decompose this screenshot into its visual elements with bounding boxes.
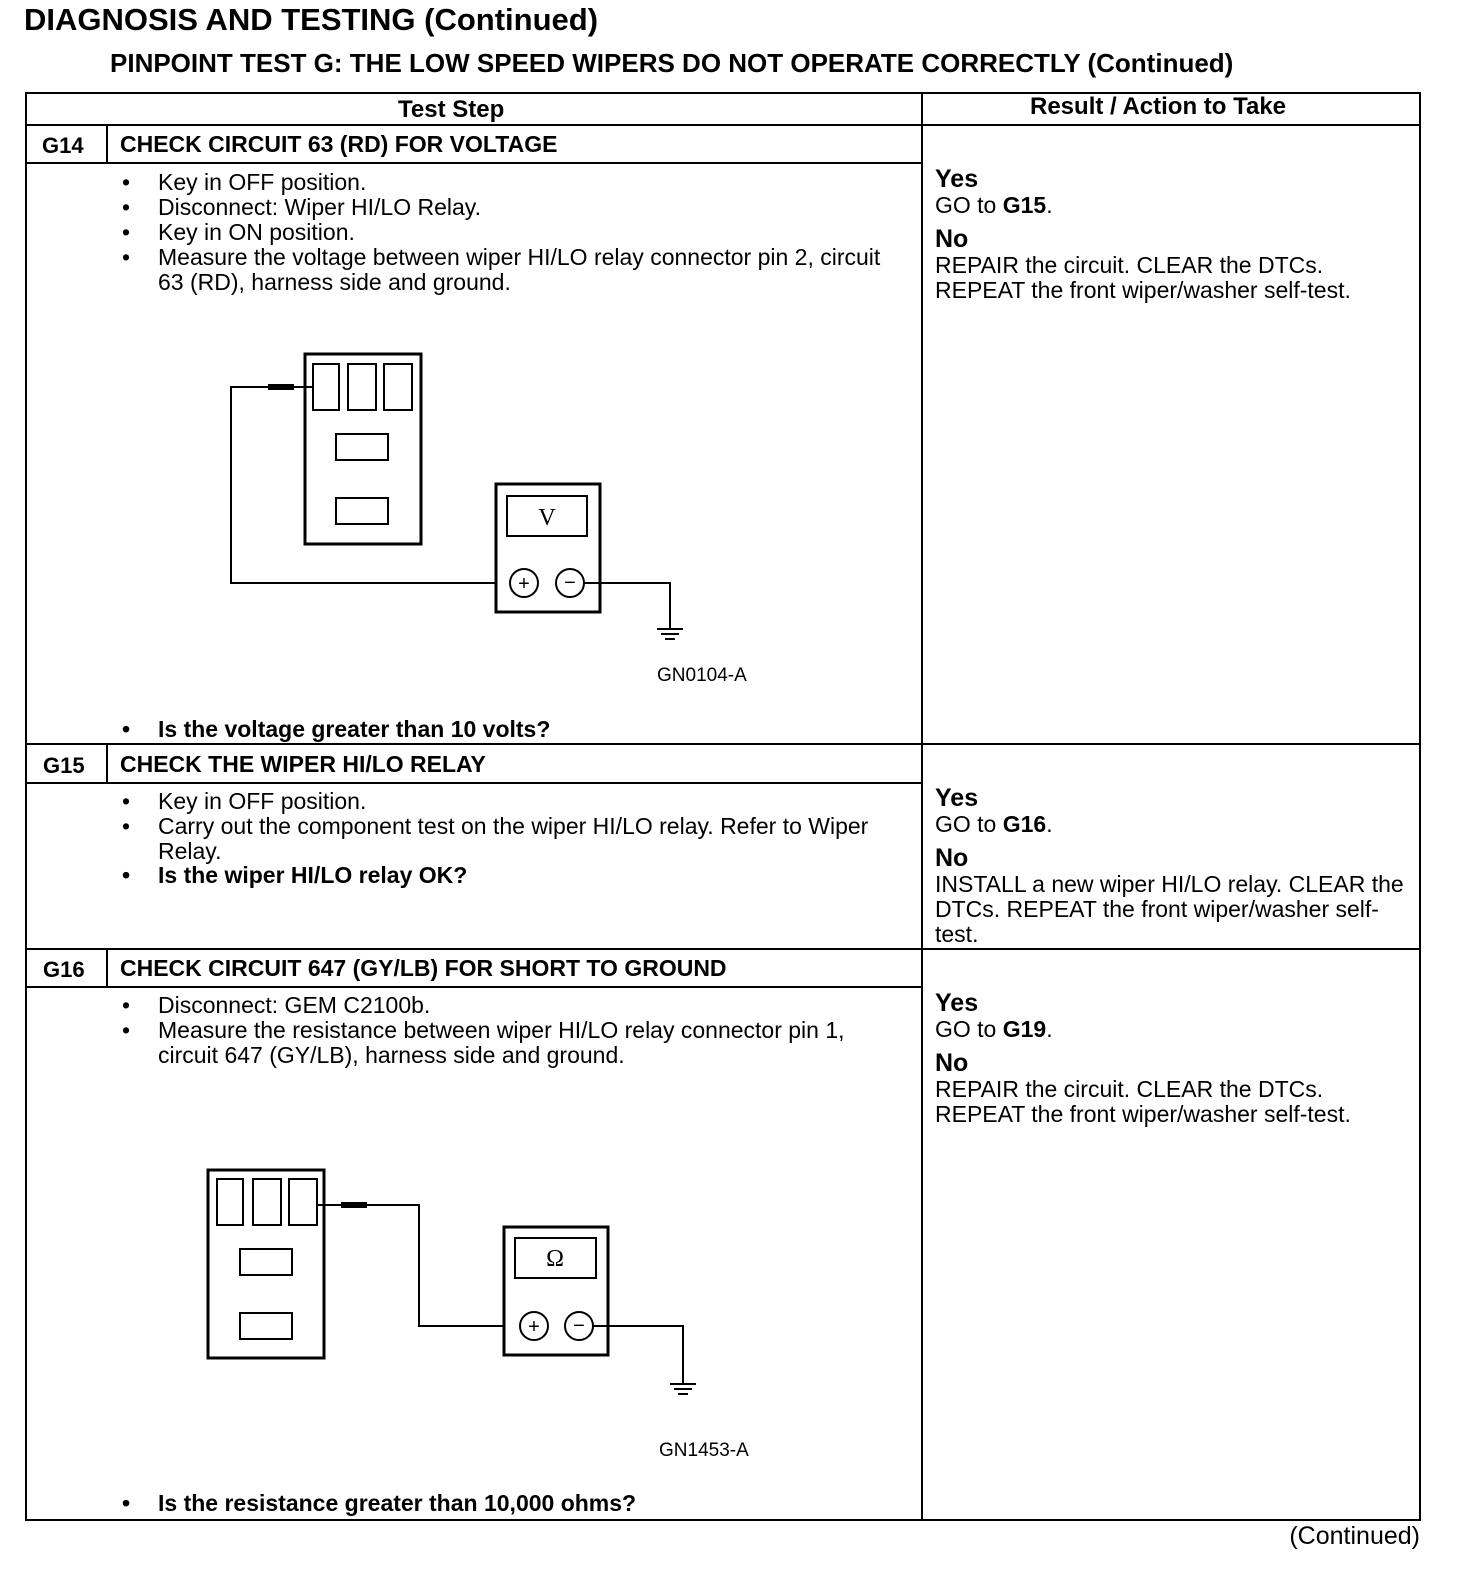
figure-code: GN0104-A: [657, 665, 747, 686]
result-yes: Yes GO to G15.: [935, 165, 1053, 218]
meter-symbol: Ω: [546, 1246, 564, 1272]
bullet-item: • Disconnect: Wiper HI/LO Relay.: [158, 195, 898, 220]
result-yes: Yes GO to G19.: [935, 989, 1053, 1042]
relay-connector: [305, 354, 421, 544]
connector-pin-slot: [217, 1179, 243, 1225]
connector-pin-slot: [348, 364, 376, 410]
step-title: CHECK CIRCUIT 647 (GY/LB) FOR SHORT TO GROUND: [120, 955, 727, 981]
no-action: INSTALL a new wiper HI/LO relay. CLEAR the DTCs. REPEAT the front wiper/washer self-test.: [935, 871, 1404, 947]
step-question: • Is the voltage greater than 10 volts?: [158, 716, 550, 743]
result-no: [935, 844, 1415, 947]
test-lead: [367, 1205, 505, 1326]
step-bullets: [158, 170, 898, 295]
pinpoint-test-subtitle: PINPOINT TEST G: THE LOW SPEED WIPERS DO NOT OPERATE CORRECTLY (Continued): [110, 48, 1234, 78]
bullet-item: • Carry out the component test on the wiper HI/LO relay. Refer to Wiper Relay.: [158, 814, 898, 864]
no-label: No: [935, 1049, 969, 1077]
result-no: [935, 1049, 1405, 1127]
bullet-item: • Key in OFF position.: [158, 170, 898, 195]
relay-connector: [208, 1170, 324, 1358]
step-question: • Is the wiper HI/LO relay OK?: [158, 862, 467, 889]
header-test-step: Test Step: [398, 96, 505, 123]
header-result-action: Result / Action to Take: [1030, 93, 1287, 120]
figure-code: GN1453-A: [659, 1440, 749, 1461]
bullet-item: • Key in OFF position.: [158, 789, 898, 814]
svg-text:+: +: [518, 573, 530, 595]
step-id: G14: [42, 133, 84, 158]
yes-action: GO to: [935, 192, 997, 218]
step-title: CHECK THE WIPER HI/LO RELAY: [120, 751, 486, 777]
ground-lead: [584, 583, 670, 628]
ground-symbol: [657, 629, 683, 639]
result-no: [935, 225, 1405, 303]
connector-slot: [240, 1249, 292, 1275]
connector-pin-slot: [253, 1179, 281, 1225]
connector-slot: [336, 434, 388, 460]
yes-target: G16: [1002, 811, 1047, 837]
no-action: REPAIR the circuit. CLEAR the DTCs. REPEAT the front wiper/washer self-test.: [935, 252, 1351, 303]
yes-label: Yes: [935, 165, 979, 193]
step-id: G15: [43, 753, 85, 778]
connector-pin-slot: [384, 364, 412, 410]
test-probe: [341, 1202, 367, 1208]
yes-target: G19: [1002, 1016, 1047, 1042]
bullet-item: • Measure the voltage between wiper HI/LO relay connector pin 2, circuit 63 (RD), harness side and ground.: [158, 245, 898, 295]
step-bullets: [158, 993, 903, 1068]
bullet-item: • Key in ON position.: [158, 220, 898, 245]
yes-label: Yes: [935, 784, 979, 812]
connector-slot: [240, 1313, 292, 1339]
bullet-item: • Measure the resistance between wiper HI/LO relay connector pin 1, circuit 647 (GY/LB), harness side and ground.: [158, 1018, 903, 1068]
no-label: No: [935, 225, 969, 253]
yes-target: G15: [1002, 192, 1047, 218]
step-title: CHECK CIRCUIT 63 (RD) FOR VOLTAGE: [120, 131, 558, 157]
ohmmeter-test-diagram: [205, 1165, 705, 1415]
yes-action: GO to: [935, 811, 997, 837]
yes-action: GO to: [935, 1016, 997, 1042]
continued-footer: (Continued): [1289, 1522, 1420, 1550]
yes-label: Yes: [935, 989, 979, 1017]
step-bullets: [158, 789, 898, 864]
voltmeter-test-diagram: [220, 345, 720, 645]
svg-text:+: +: [528, 1316, 540, 1338]
meter-symbol: V: [538, 505, 556, 531]
test-lead: [231, 387, 497, 583]
connector-pin-slot: [289, 1179, 317, 1225]
step-id: G16: [43, 957, 85, 982]
connector-pin-slot: [313, 364, 339, 410]
svg-text:−: −: [573, 1315, 585, 1337]
connector-slot: [336, 498, 388, 524]
bullet-item: • Disconnect: GEM C2100b.: [158, 993, 903, 1018]
result-yes: Yes GO to G16.: [935, 784, 1053, 837]
multimeter: [496, 484, 600, 612]
svg-text:−: −: [564, 572, 576, 594]
test-probe: [268, 384, 294, 390]
step-question: • Is the resistance greater than 10,000 ohms?: [158, 1490, 636, 1517]
no-action: REPAIR the circuit. CLEAR the DTCs. REPEAT the front wiper/washer self-test.: [935, 1076, 1351, 1127]
no-label: No: [935, 844, 969, 872]
ground-symbol: [670, 1384, 696, 1394]
page-title: DIAGNOSIS AND TESTING (Continued): [24, 2, 599, 37]
